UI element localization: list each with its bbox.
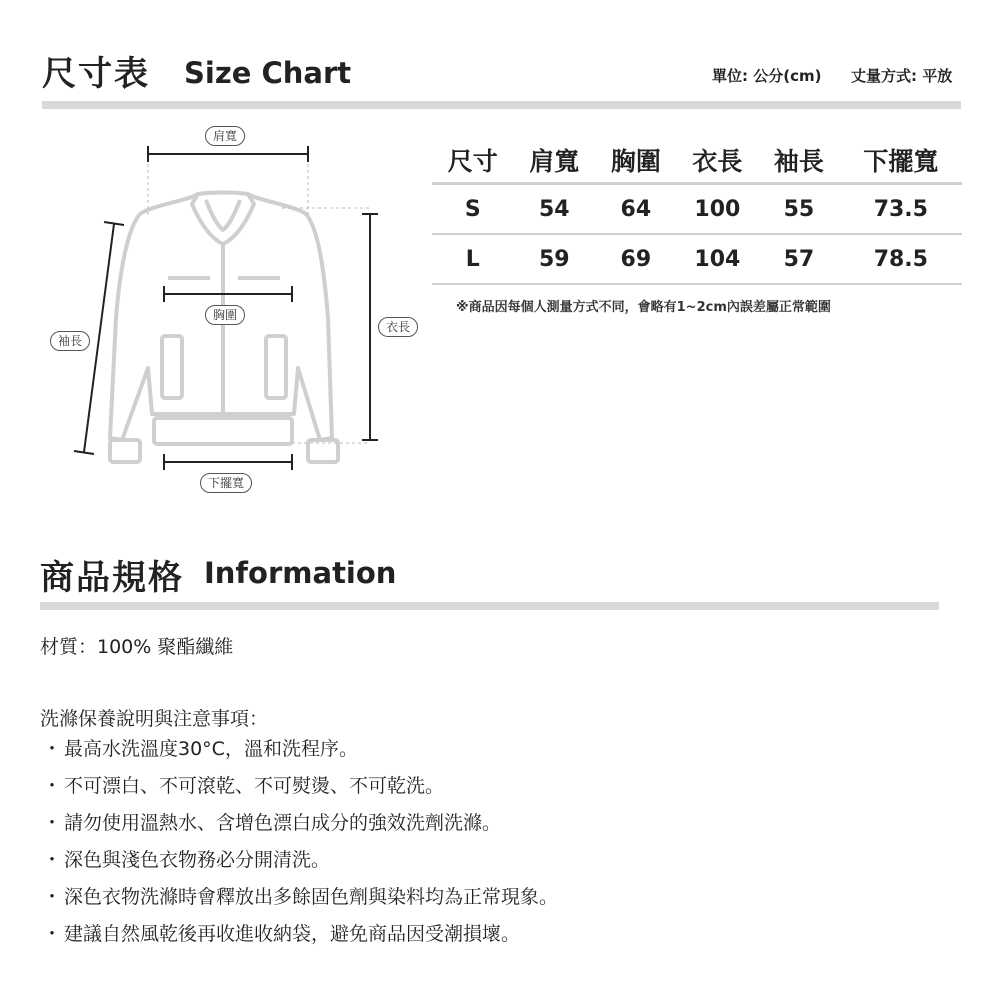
cell-hem: 73.5 [840, 184, 962, 235]
list-item [40, 731, 558, 768]
care-item-text: 建議自然風乾後再收進收納袋，避免商品因受潮損壞。 [64, 923, 521, 945]
diagram-label-chest: 胸圍 [205, 305, 245, 325]
bullet: ・ [42, 849, 62, 871]
list-item [40, 879, 558, 916]
size-chart-title-en: Size Chart [184, 56, 352, 90]
size-table-header-row [432, 138, 962, 184]
cell-chest: 69 [595, 234, 677, 284]
care-item-text: 最高水洗溫度30°C，溫和洗程序。 [64, 738, 358, 760]
col-header-sleeve: 袖長 [773, 147, 824, 176]
cell-shoulder: 54 [514, 184, 596, 235]
col-header-shoulder: 肩寬 [529, 147, 580, 176]
cell-chest: 64 [595, 184, 677, 235]
info-divider [40, 602, 939, 610]
unit-label: 單位: 公分(cm) [712, 67, 822, 85]
cell-size: S [432, 184, 514, 235]
table-row [432, 184, 962, 235]
cell-length: 104 [677, 234, 759, 284]
care-item-text: 深色與淺色衣物務必分開清洗。 [64, 849, 331, 871]
list-item [40, 916, 558, 953]
diagram-label-shoulder: 肩寬 [205, 126, 245, 146]
cell-sleeve: 55 [758, 184, 840, 235]
care-item-text: 深色衣物洗滌時會釋放出多餘固色劑與染料均為正常現象。 [64, 886, 559, 908]
bullet: ・ [42, 775, 62, 797]
size-table [432, 138, 962, 285]
jacket-outline [110, 193, 338, 463]
col-header-chest: 胸圍 [610, 147, 661, 176]
table-row [432, 234, 962, 284]
care-list [40, 731, 558, 953]
cell-shoulder: 59 [514, 234, 596, 284]
bullet: ・ [42, 738, 62, 760]
bullet: ・ [42, 886, 62, 908]
bullet: ・ [42, 923, 62, 945]
size-chart-title-cn: 尺寸表 [42, 54, 150, 94]
list-item [40, 842, 558, 879]
info-title-cn: 商品規格 [40, 558, 184, 598]
col-header-hem: 下擺寬 [863, 147, 939, 176]
care-item-text: 請勿使用溫熱水、含增色漂白成分的強效洗劑洗滌。 [64, 812, 502, 834]
list-item [40, 805, 558, 842]
diagram-label-length: 衣長 [378, 317, 418, 337]
diagram-label-hem: 下擺寬 [200, 473, 252, 493]
cell-hem: 78.5 [840, 234, 962, 284]
care-item-text: 不可漂白、不可滾乾、不可熨燙、不可乾洗。 [64, 775, 445, 797]
bullet: ・ [42, 812, 62, 834]
cell-length: 100 [677, 184, 759, 235]
info-title-en: Information [204, 556, 397, 590]
measure-method-label: 丈量方式: 平放 [851, 67, 953, 85]
care-title: 洗滌保養說明與注意事項： [40, 708, 269, 730]
diagram-label-sleeve: 袖長 [50, 331, 90, 351]
material-text: 材質：100% 聚酯纖維 [40, 636, 234, 658]
col-header-size: 尺寸 [447, 147, 498, 176]
cell-sleeve: 57 [758, 234, 840, 284]
cell-size: L [432, 234, 514, 284]
size-chart-divider [42, 101, 961, 109]
col-header-length: 衣長 [692, 147, 743, 176]
measurement-note: ※商品因每個人測量方式不同，會略有1~2cm內誤差屬正常範圍 [456, 300, 831, 315]
list-item [40, 768, 558, 805]
